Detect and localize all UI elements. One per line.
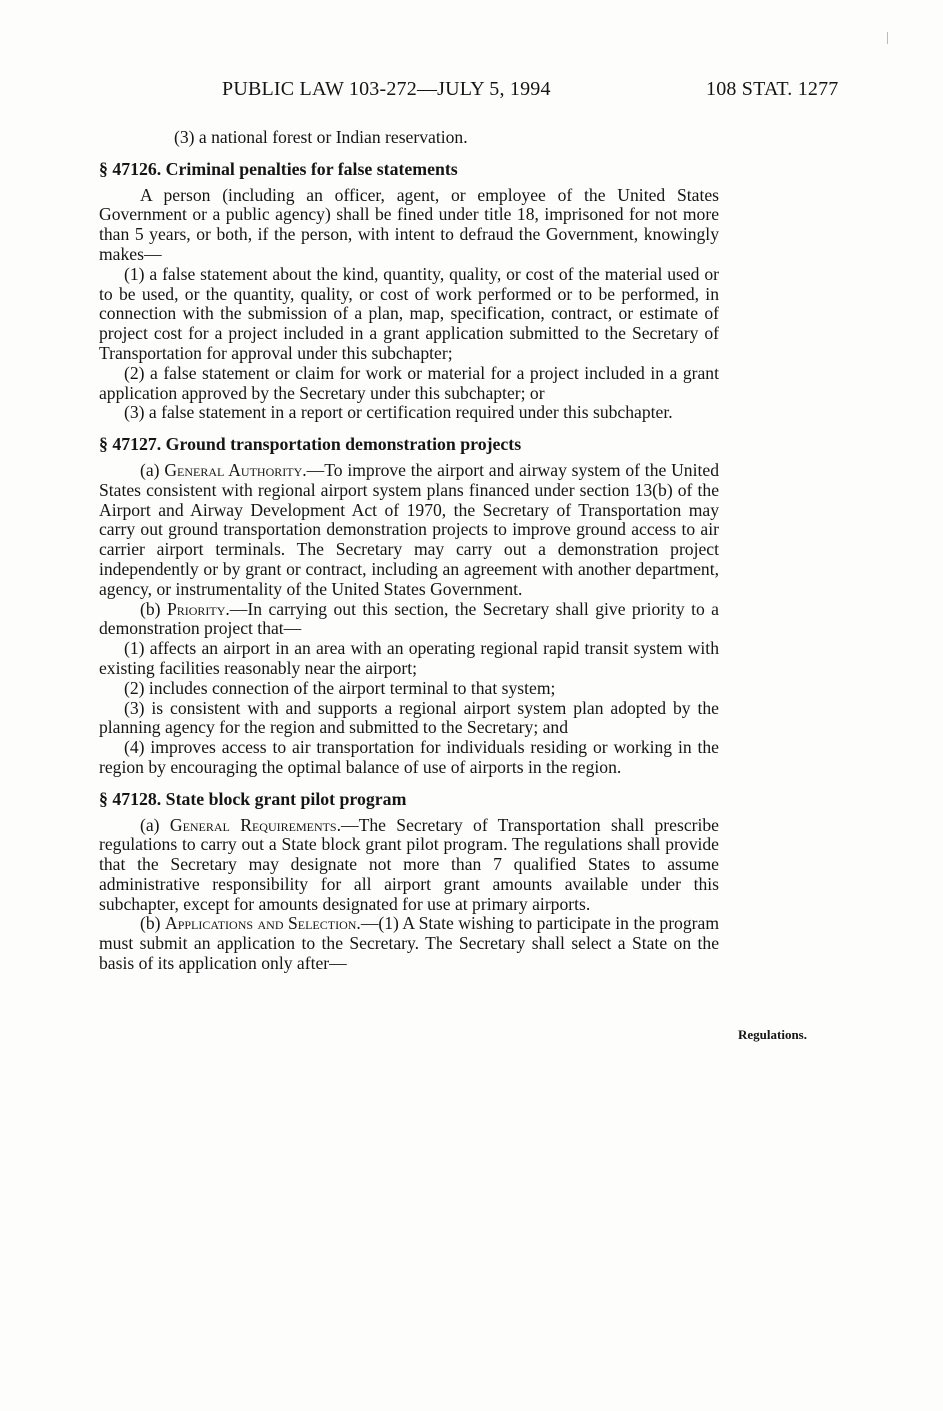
subsection-b-caption: Applications and Selection. — [164, 913, 361, 934]
section-47127-item-2: (2) includes connection of the airport terminal to that system; — [124, 677, 556, 698]
section-heading-47128: § 47128. State block grant pilot program — [99, 788, 407, 809]
section-47126-item-3: (3) a false statement in a report or certification required under this subchapter. — [124, 402, 673, 423]
section-47126-intro: A person (including an officer, agent, or employee of the United States Government or a public agency) shall be fined under title 18, imprisoned for not more than 5 years, or both, if the person, with intent to defraud the Government, knowingly makes— — [99, 184, 719, 264]
section-47127-item-1: (1) affects an airport in an area with an operating regional rapid transit system with existing facilities reasonably near the airport; — [99, 638, 719, 678]
running-head-stat-page: 108 STAT. 1277 — [706, 78, 839, 100]
section-47128-subsection-b — [99, 914, 719, 973]
running-head — [0, 78, 943, 108]
section-heading-47127: § 47127. Ground transportation demonstration projects — [99, 434, 522, 455]
body-text — [99, 128, 719, 974]
subsection-a-caption: General Requirements. — [169, 814, 342, 835]
subsection-b-label: (b) — [140, 598, 167, 619]
subsection-b-caption: Priority. — [166, 598, 230, 619]
carryover-item: (3) a national forest or Indian reservation. — [174, 127, 468, 147]
subsection-b-text: —In carrying out this section, the Secretary shall give priority to a demonstration project that— — [99, 598, 719, 639]
running-head-title: PUBLIC LAW 103-272—JULY 5, 1994 — [222, 78, 551, 100]
section-47127-item-4: (4) improves access to air transportation for individuals residing or working in the region by encouraging the optimal balance of use of airports in the region. — [99, 737, 719, 777]
subsection-a-label: (a) — [140, 814, 170, 835]
scan-mark — [887, 32, 888, 44]
section-heading-47126: § 47126. Criminal penalties for false statements — [99, 158, 458, 179]
margin-note-regulations: Regulations. — [738, 1027, 807, 1042]
subsection-a-label: (a) — [140, 459, 165, 480]
subsection-a-caption: General Authority. — [164, 459, 307, 480]
subsection-a-text: —The Secretary of Transportation shall prescribe regulations to carry out a State block grant pilot program. The regulations shall provide that the Secretary may designate not more than 7 qualified States to assume administrative responsibility for all airport grant amounts available under this subchapter, except for amounts designated for use at primary airports. — [99, 814, 719, 914]
section-47127-subsection-a — [99, 461, 719, 600]
section-47126-item-2: (2) a false statement or claim for work or material for a project included in a grant application approved by the Secretary under this subchapter; or — [99, 362, 719, 403]
section-47128-subsection-a — [99, 816, 719, 915]
section-47127-subsection-b — [99, 600, 719, 640]
subsection-b-text: —(1) A State wishing to participate in the program must submit an application to the Secretary. The Secretary shall select a State on the basis of its application only after— — [99, 913, 719, 974]
subsection-a-text: —To improve the airport and airway system of the United States consistent with regional airport system plans financed under section 13(b) of the Airport and Airway Development Act of 1970, the Secretary of Transportation may carry out ground transportation demonstration projects to improve ground access to air carrier airport terminals. The Secretary may carry out a demonstration project independently or by grant or contract, including an agreement with another department, agency, or instrumentality of the United States Government. — [99, 459, 719, 599]
subsection-b-label: (b) — [140, 913, 165, 934]
section-47126-item-1: (1) a false statement about the kind, quantity, quality, or cost of the material used or to be used, or the quantity, quality, or cost of work performed or to be performed, in connection with the submission of a plan, map, specification, contract, or estimate of project cost for a project included in a grant application submitted to the Secretary of Transportation for approval under this subchapter; — [99, 263, 719, 363]
section-47127-item-3: (3) is consistent with and supports a regional airport system plan adopted by the planning agency for the region and submitted to the Secretary; and — [99, 697, 719, 738]
